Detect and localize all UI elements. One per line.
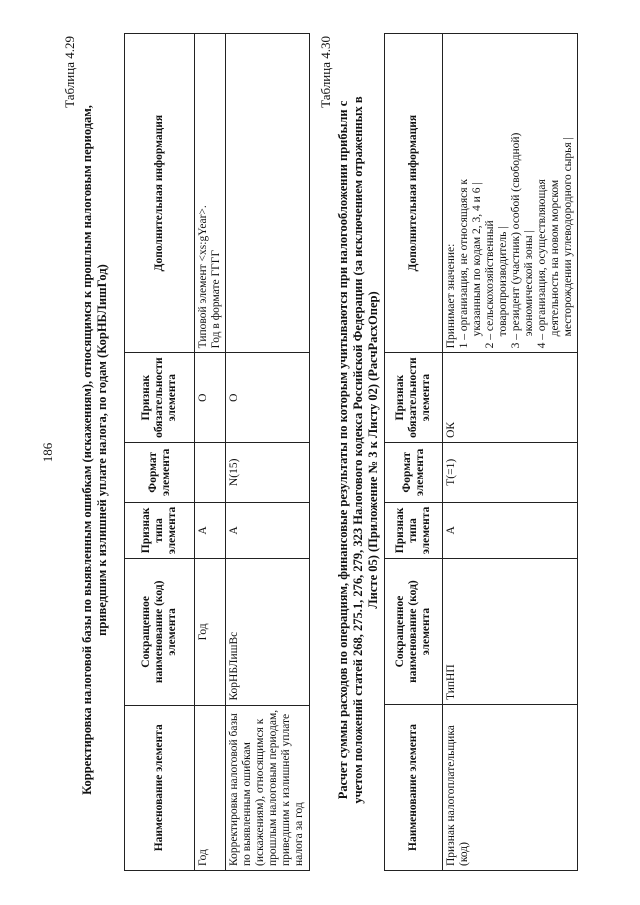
cell-name bbox=[443, 704, 578, 870]
cell-format bbox=[195, 442, 226, 502]
text-line: Год в формате ГГГГ bbox=[210, 249, 222, 349]
header-cell: Наименование элемента bbox=[125, 705, 195, 870]
text-line: Корректировка налоговой базы bbox=[228, 713, 240, 866]
table1-header-row bbox=[125, 34, 195, 871]
text-line: Год bbox=[197, 849, 209, 866]
table2-title-line: Листе 05) (Приложение № 3 к Листу 02) (РасчРасхОпер) bbox=[366, 291, 380, 609]
cell-code: Год bbox=[195, 559, 226, 705]
cell-info bbox=[226, 34, 310, 353]
cell-info bbox=[443, 34, 578, 353]
header-cell: Сокращенное наименование (код) элемента bbox=[125, 559, 195, 705]
page-number: 186 bbox=[40, 442, 55, 463]
header-cell: Формат элемента bbox=[385, 442, 443, 502]
table1 bbox=[124, 33, 310, 871]
text-line: (искажениям), относящимся к bbox=[254, 718, 266, 866]
text-line: месторождении углеводородного сырья | bbox=[562, 38, 575, 348]
text-line: налога за год bbox=[293, 802, 305, 866]
cell-format: N(15) bbox=[226, 442, 310, 502]
cell-format: Т(=1) bbox=[443, 442, 578, 502]
table2-title-line: учетом положений статей 268, 275.1, 276, 279, 323 Налогового кодекса Российской Федерации (за исключением отраженных в bbox=[351, 96, 365, 804]
text-line: (код) bbox=[458, 842, 470, 866]
header-cell: Признак типа элемента bbox=[385, 502, 443, 558]
text-line: 3 – резидент (участник) особой (свободной) bbox=[510, 132, 522, 349]
table2-title bbox=[336, 25, 381, 875]
header-cell: Признак обязательности элемента bbox=[125, 353, 195, 443]
text-line: товаропроизводитель | bbox=[497, 38, 510, 348]
header-cell: Дополнительная информация bbox=[385, 34, 443, 353]
header-cell: Наименование элемента bbox=[385, 704, 443, 870]
text-line: прошлым налоговым периодам, bbox=[267, 709, 279, 866]
text-line: Типовой элемент <xs:gYear>. bbox=[197, 205, 209, 349]
table2 bbox=[384, 33, 578, 871]
text-line: деятельность на новом морском bbox=[549, 179, 561, 337]
cell-required: О bbox=[195, 353, 226, 443]
table1-title-line: Корректировка налоговой базы по выявленным ошибкам (искажениям), относящимся к прошлым налоговым периодам, bbox=[80, 105, 94, 795]
text-line: приведшим к излишней уплате bbox=[280, 713, 292, 866]
cell-type: А bbox=[226, 502, 310, 558]
table-row bbox=[226, 34, 310, 871]
table2-title-line: Расчет суммы расходов по операциям, финансовые результаты по которым учитываются при налогообложении прибыли с bbox=[336, 100, 350, 800]
table2-number: Таблица 4.30 bbox=[318, 36, 333, 108]
cell-type: А bbox=[443, 502, 578, 558]
table1-title-line: приведшим к излишней уплате налога, по годам (КорНБЛишГод) bbox=[95, 264, 109, 636]
cell-code: ТипНП bbox=[443, 559, 578, 705]
header-cell: Формат элемента bbox=[125, 442, 195, 502]
header-cell: Признак обязательности элемента bbox=[385, 353, 443, 443]
text-line: Признак налогоплательщика bbox=[445, 725, 457, 866]
cell-required: ОК bbox=[443, 353, 578, 443]
header-cell: Сокращенное наименование (код) элемента bbox=[385, 559, 443, 705]
table2-header-row bbox=[385, 34, 443, 871]
cell-required: О bbox=[226, 353, 310, 443]
cell-type: А bbox=[195, 502, 226, 558]
text-line: 2 – сельскохозяйственный bbox=[484, 220, 496, 349]
text-line: 4 – организация, осуществляющая bbox=[536, 179, 548, 349]
table1-title bbox=[80, 25, 110, 875]
table-row bbox=[443, 34, 578, 871]
text-line: экономической зоны | bbox=[523, 38, 536, 348]
table-row bbox=[195, 34, 226, 871]
header-cell: Признак типа элемента bbox=[125, 502, 195, 558]
text-line: по выявленным ошибкам bbox=[241, 742, 253, 866]
text-line: 1 – организация, не относящаяся к bbox=[458, 179, 470, 349]
cell-code: КорНБЛишВс bbox=[226, 559, 310, 705]
text-line: указанным по кодам 2, 3, 4 и 6 | bbox=[471, 38, 484, 348]
header-cell: Дополнительная информация bbox=[125, 34, 195, 353]
text-line: Принимает значение: bbox=[445, 243, 457, 349]
table1-number: Таблица 4.29 bbox=[62, 36, 77, 108]
cell-name bbox=[226, 705, 310, 870]
cell-info bbox=[195, 34, 226, 353]
cell-name bbox=[195, 705, 226, 870]
